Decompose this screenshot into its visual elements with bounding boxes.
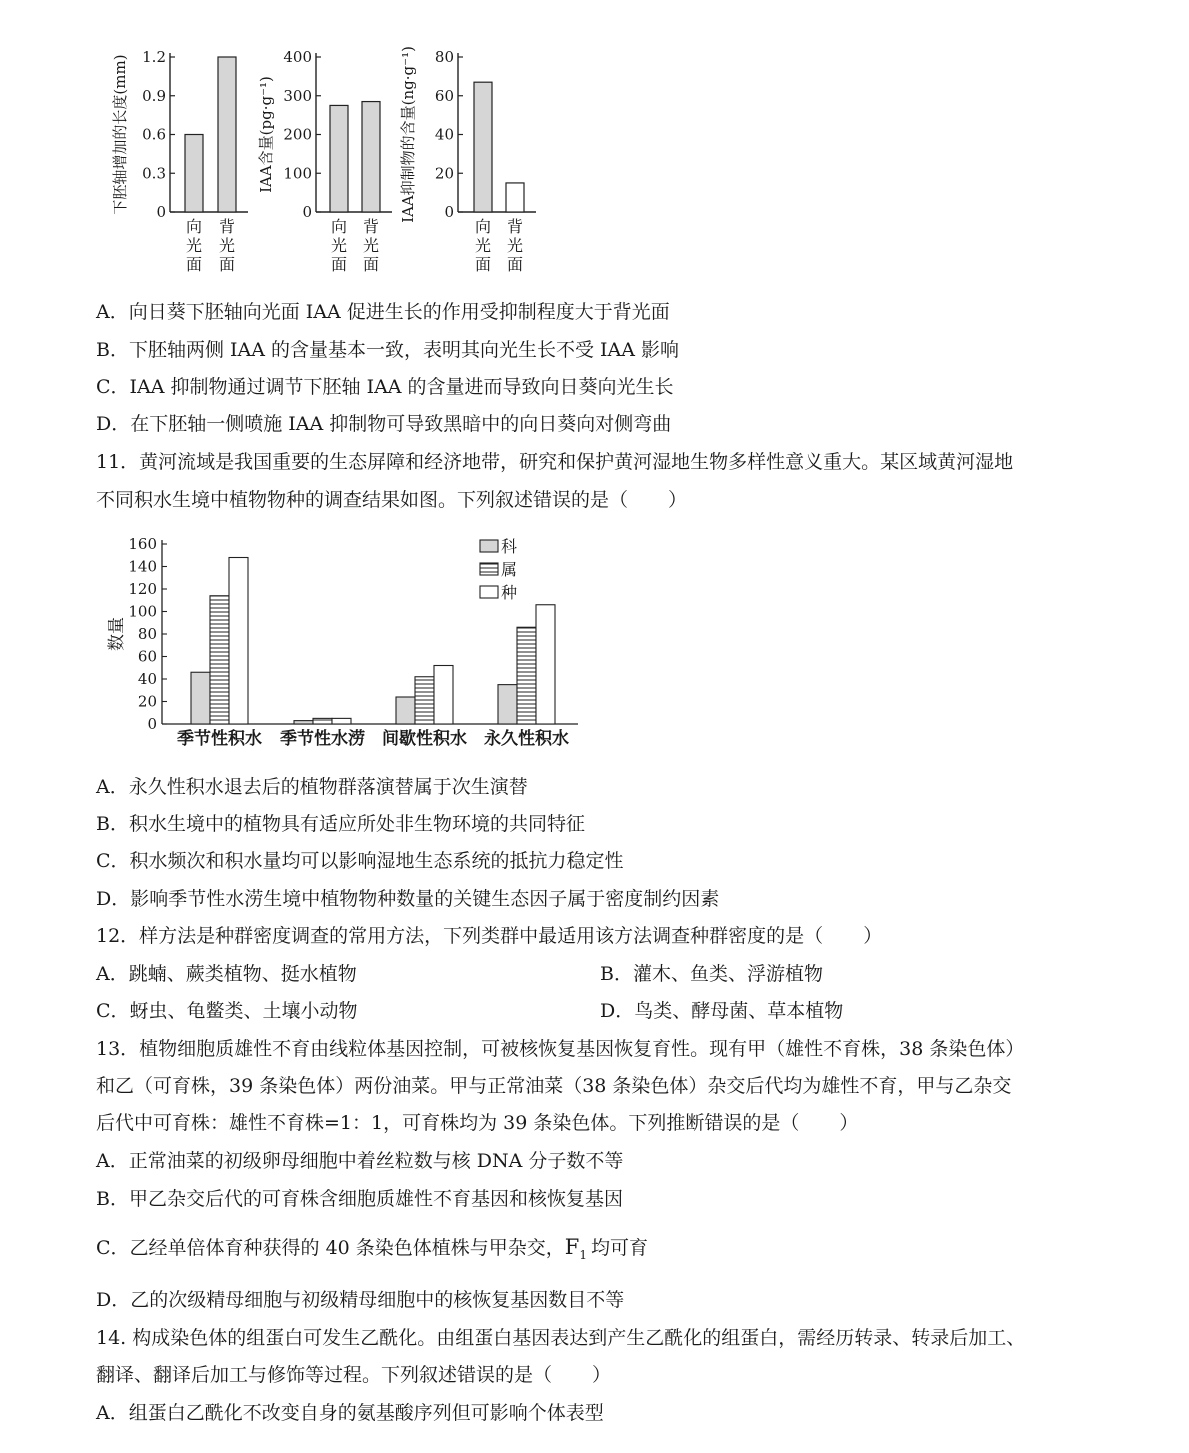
bar (185, 135, 203, 213)
x-tick-label-char: 面 (218, 255, 236, 274)
x-tick-label-char: 光 (474, 236, 492, 255)
q11-option-b: B．积水生境中的植物具有适应所处非生物环境的共同特征 (96, 813, 585, 835)
y-axis-label: IAA含量(pg·g⁻¹) (257, 76, 275, 193)
y-tick-label: 20 (137, 692, 157, 711)
x-tick-label-char: 面 (362, 255, 380, 274)
bar (396, 697, 415, 724)
legend-swatch (480, 586, 498, 598)
x-tick-label-char: 面 (506, 255, 524, 274)
y-tick-label: 20 (434, 164, 454, 183)
bar (191, 672, 210, 724)
x-tick-label-char: 光 (185, 236, 203, 255)
q11-stem-line1: 11．黄河流域是我国重要的生态屏障和经济地带，研究和保护黄河湿地生物多样性意义重大。某区域黄河湿地 (96, 451, 1014, 473)
q14-stem-line2: 翻译、翻译后加工与修饰等过程。下列叙述错误的是（ ） (96, 1364, 612, 1386)
q10-option-a: A．向日葵下胚轴向光面 IAA 促进生长的作用受抑制程度大于背光面 (96, 301, 670, 323)
y-tick-label: 0.3 (142, 164, 166, 183)
bar (498, 685, 517, 724)
bar (362, 102, 380, 212)
x-tick-label-char: 背 (506, 217, 524, 236)
q10-option-b: B．下胚轴两侧 IAA 的含量基本一致，表明其向光生长不受 IAA 影响 (96, 339, 680, 361)
bar (517, 627, 536, 724)
q12-option-c: C．蚜虫、龟鳖类、土壤小动物 (96, 1000, 358, 1022)
y-tick-label: 40 (137, 670, 157, 688)
q12-stem: 12．样方法是种群密度调查的常用方法，下列类群中最适用该方法调查种群密度的是（ ） (96, 925, 883, 947)
y-axis-label: IAA抑制物的含量(ng·g⁻¹) (399, 46, 417, 223)
x-tick-label-char: 背 (218, 217, 236, 236)
x-tick-label: 永久性积水 (484, 729, 569, 749)
x-tick-label-char: 向 (330, 217, 348, 236)
q13-stem-line1: 13．植物细胞质雄性不育由线粒体基因控制，可被核恢复基因恢复育性。现有甲（雄性不育株，38 条染色体） (96, 1038, 1025, 1060)
bar (218, 57, 236, 212)
y-tick-label: 100 (283, 164, 312, 183)
x-tick-label: 季节性积水 (177, 729, 262, 749)
q14-stem-line1: 14. 构成染色体的组蛋白可发生乙酰化。由组蛋白基因表达到产生乙酰化的组蛋白，需经历转录、转录后加工、 (96, 1327, 1026, 1349)
x-tick-label: 间歇性积水 (382, 729, 467, 749)
y-tick-label: 60 (137, 647, 157, 666)
y-tick-label: 0 (444, 203, 454, 221)
bar (229, 558, 248, 725)
bar (294, 721, 313, 724)
q12-option-d: D．鸟类、酵母菌、草本植物 (600, 1000, 844, 1022)
y-tick-label: 40 (434, 125, 454, 144)
legend-swatch (480, 563, 498, 575)
legend-swatch (480, 540, 498, 552)
bar (313, 718, 332, 724)
bar (330, 105, 348, 212)
x-tick-label-char: 光 (218, 236, 236, 255)
bar (536, 605, 555, 724)
y-tick-label: 300 (283, 86, 312, 105)
y-tick-label: 0.6 (142, 125, 166, 144)
y-tick-label: 140 (128, 557, 157, 576)
legend-label: 属 (501, 560, 518, 579)
x-tick-label-char: 面 (474, 255, 492, 274)
y-tick-label: 0 (156, 203, 166, 221)
q10-option-d: D．在下胚轴一侧喷施 IAA 抑制物可导致黑暗中的向日葵向对侧弯曲 (96, 413, 672, 435)
x-tick-label-char: 光 (362, 236, 380, 255)
bar (332, 718, 351, 724)
y-tick-label: 80 (434, 48, 454, 66)
q13-stem-line3: 后代中可育株：雄性不育株=1：1，可育株均为 39 条染色体。下列推断错误的是（ ） (96, 1112, 859, 1134)
bar (434, 666, 453, 725)
q12-option-a: A．跳蝻、蕨类植物、挺水植物 (96, 963, 357, 985)
q13-option-c: C．乙经单倍体育种获得的 40 条染色体植株与甲杂交，$F_1$ 均可育 (96, 1235, 649, 1262)
y-tick-label: 160 (128, 535, 157, 553)
x-tick-label: 季节性水涝 (280, 729, 365, 749)
x-tick-label-char: 光 (330, 236, 348, 255)
q11-option-d: D．影响季节性水涝生境中植物物种数量的关键生态因子属于密度制约因素 (96, 888, 720, 910)
y-tick-label: 0 (302, 203, 312, 221)
q10-option-c: C．IAA 抑制物通过调节下胚轴 IAA 的含量进而导致向日葵向光生长 (96, 376, 674, 398)
x-tick-label-char: 背 (362, 217, 380, 236)
y-tick-label: 0.9 (142, 86, 166, 105)
chart-iaa-inhibitor (399, 46, 536, 274)
wetland-species-chart (100, 530, 590, 755)
chart-hypocotyl-length (111, 48, 248, 274)
q13-option-a: A．正常油菜的初级卵母细胞中着丝粒数与核 DNA 分子数不等 (96, 1150, 624, 1172)
bar (506, 183, 524, 212)
legend-label: 科 (501, 537, 518, 556)
y-tick-label: 400 (283, 48, 312, 66)
q12-option-b: B．灌木、鱼类、浮游植物 (600, 963, 823, 985)
x-tick-label-char: 向 (474, 217, 492, 236)
chart-iaa-content (257, 48, 392, 274)
y-tick-label: 0 (147, 715, 157, 733)
y-tick-label: 200 (283, 125, 312, 144)
y-tick-label: 1.2 (142, 48, 166, 66)
q13-stem-line2: 和乙（可育株，39 条染色体）两份油菜。甲与正常油菜（38 条染色体）杂交后代均为雄性不育，甲与乙杂交 (96, 1075, 1012, 1097)
x-tick-label-char: 向 (185, 217, 203, 236)
q13-option-d: D．乙的次级精母细胞与初级精母细胞中的核恢复基因数目不等 (96, 1289, 625, 1311)
top-charts (100, 20, 560, 282)
q11-stem-line2: 不同积水生境中植物物种的调查结果如图。下列叙述错误的是（ ） (96, 489, 688, 511)
y-axis-label: 数量 (107, 617, 127, 651)
q13-option-b: B．甲乙杂交后代的可育株含细胞质雄性不育基因和核恢复基因 (96, 1188, 623, 1210)
bar (415, 677, 434, 724)
y-tick-label: 100 (128, 602, 157, 621)
x-tick-label-char: 面 (185, 255, 203, 274)
x-tick-label-char: 光 (506, 236, 524, 255)
bar (210, 596, 229, 724)
y-tick-label: 80 (137, 625, 157, 643)
y-tick-label: 60 (434, 86, 454, 105)
q11-option-c: C．积水频次和积水量均可以影响湿地生态系统的抵抗力稳定性 (96, 850, 624, 872)
legend-label: 种 (501, 583, 518, 602)
x-tick-label-char: 面 (330, 255, 348, 274)
bar (474, 82, 492, 212)
q11-option-a: A．永久性积水退去后的植物群落演替属于次生演替 (96, 776, 528, 798)
y-axis-label: 下胚轴增加的长度(mm) (111, 54, 129, 215)
y-tick-label: 120 (128, 580, 157, 598)
q14-option-a: A．组蛋白乙酰化不改变自身的氨基酸序列但可影响个体表型 (96, 1402, 604, 1424)
